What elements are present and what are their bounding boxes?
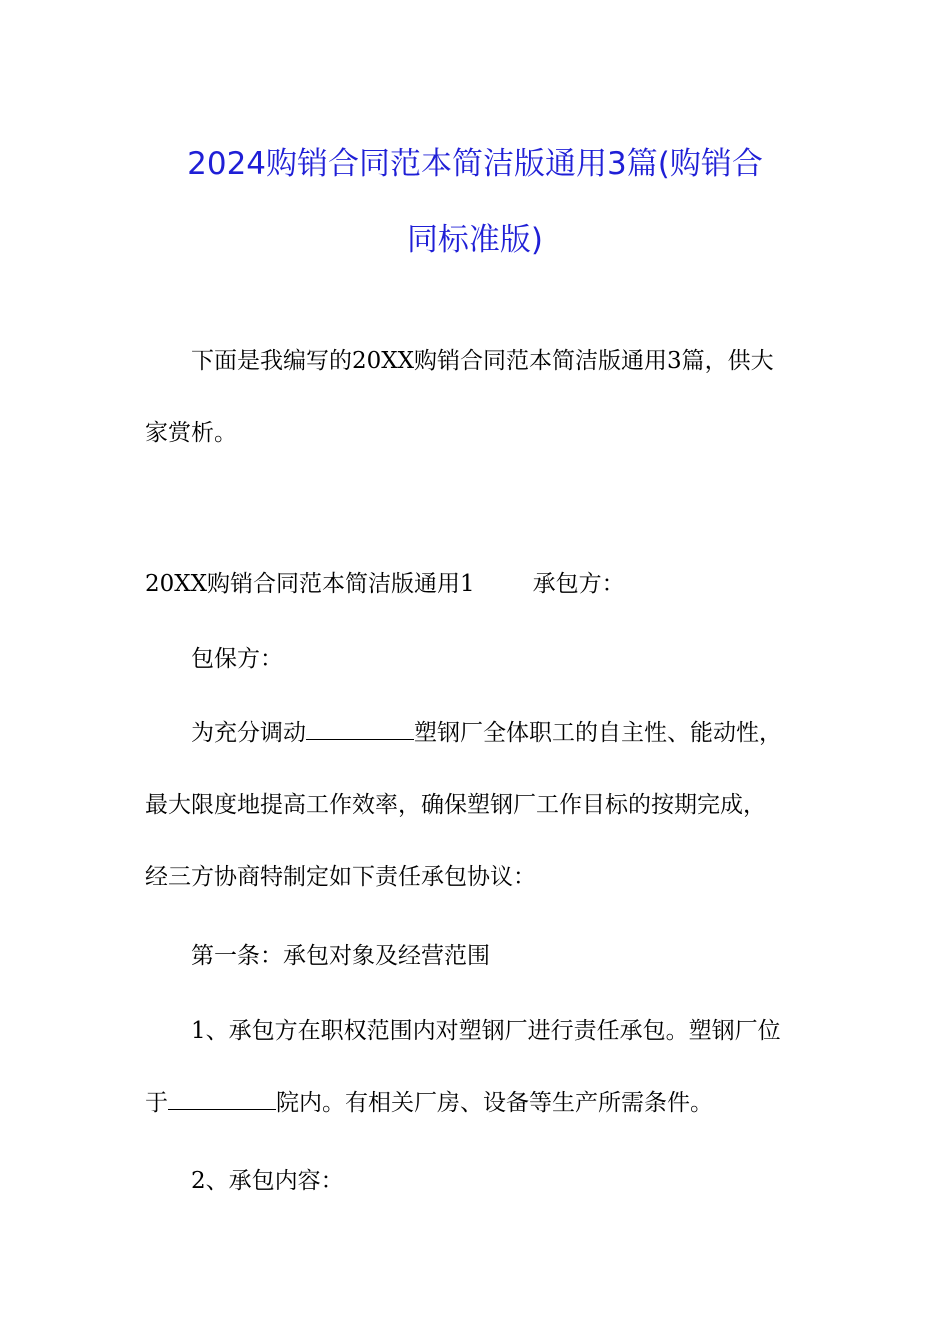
purpose-text-2: 塑钢厂全体职工的自主性、能动性， xyxy=(414,720,782,746)
title-line-1: 2024购销合同范本简洁版通用3篇(购销合 xyxy=(187,146,763,182)
purpose-paragraph xyxy=(145,697,810,913)
article-1-heading-line xyxy=(145,920,856,992)
item-1-line-2 xyxy=(145,1067,810,1139)
item-2-line xyxy=(145,1145,856,1217)
contractor-label: 承包方： xyxy=(532,571,625,597)
item-2: 2、承包内容： xyxy=(191,1168,344,1194)
section-heading-line xyxy=(145,548,810,620)
item-1-line-1: 1、承包方在职权范围内对塑钢厂进行责任承包。塑钢厂位 xyxy=(191,1018,781,1044)
intro-paragraph xyxy=(145,325,810,469)
purpose-line-1 xyxy=(145,697,810,769)
purpose-text-1: 为充分调动 xyxy=(191,720,306,746)
purpose-line-2: 最大限度地提高工作效率，确保塑钢厂工作目标的按期完成， xyxy=(145,792,766,818)
purpose-line-3: 经三方协商特制定如下责任承包协议： xyxy=(145,864,536,890)
item-1-text-2: 院内。有相关厂房、设备等生产所需条件。 xyxy=(276,1090,713,1116)
section-heading: 20XX购销合同范本简洁版通用1 xyxy=(145,571,475,597)
intro-line-1: 下面是我编写的20XX购销合同范本简洁版通用3篇，供大 xyxy=(191,348,774,374)
article-1-heading: 第一条：承包对象及经营范围 xyxy=(191,943,490,969)
document-title xyxy=(120,126,830,278)
location-blank[interactable] xyxy=(168,1085,276,1110)
title-line-2: 同标准版) xyxy=(406,222,544,258)
item-1-paragraph xyxy=(145,995,810,1139)
guarantor-label: 包保方： xyxy=(191,646,283,672)
guarantor-line xyxy=(145,623,856,695)
item-1-text-1: 于 xyxy=(145,1090,168,1116)
intro-line-2: 家赏析。 xyxy=(145,420,237,446)
factory-name-blank[interactable] xyxy=(306,715,414,740)
